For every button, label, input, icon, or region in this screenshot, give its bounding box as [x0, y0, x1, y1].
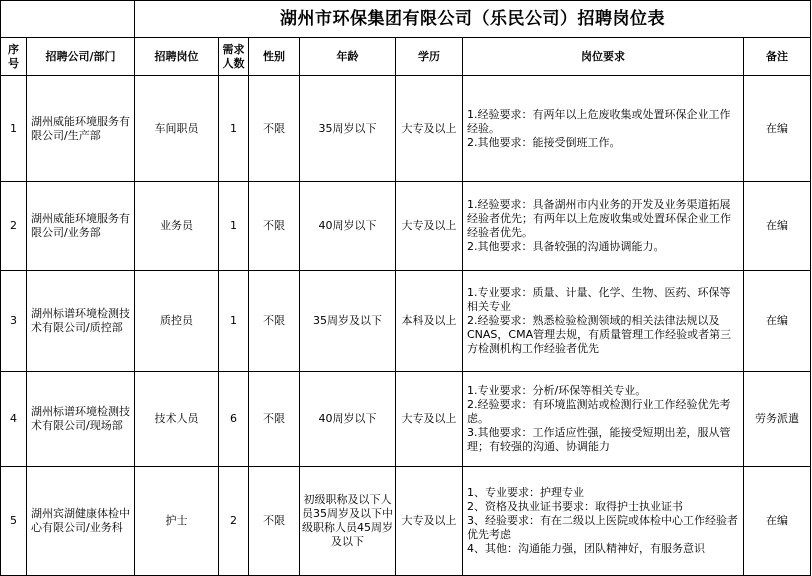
gender-cell: 不限 — [249, 467, 300, 576]
requirement-line: 2、资格及执业证书要求：取得护士执业证书 — [467, 500, 683, 513]
age-cell: 35周岁以下 — [300, 76, 396, 182]
count-cell: 1 — [219, 76, 249, 182]
education-cell: 大专及以上 — [396, 76, 463, 182]
requirements-cell — [463, 182, 744, 271]
education-cell: 大专及以上 — [396, 372, 463, 467]
requirements-cell — [463, 372, 744, 467]
gender-cell: 不限 — [249, 271, 300, 372]
table-row — [1, 76, 811, 182]
header-position: 招聘岗位 — [135, 38, 219, 76]
table-row — [1, 271, 811, 372]
header-row — [1, 38, 811, 76]
title-blank-cell — [1, 1, 135, 38]
position-cell: 质控员 — [135, 271, 219, 372]
page-title: 湖州市环保集团有限公司（乐民公司）招聘岗位表 — [135, 1, 811, 38]
seq-cell: 4 — [1, 372, 27, 467]
seq-cell: 3 — [1, 271, 27, 372]
position-cell: 护士 — [135, 467, 219, 576]
table-row — [1, 182, 811, 271]
header-education: 学历 — [396, 38, 463, 76]
requirement-line: 2.其他要求：能接受倒班工作。 — [467, 135, 621, 149]
education-cell: 大专及以上 — [396, 467, 463, 576]
count-cell: 1 — [219, 182, 249, 271]
table-row — [1, 467, 811, 576]
remark-cell: 在编 — [744, 467, 811, 576]
header-requirements: 岗位要求 — [463, 38, 744, 76]
gender-cell: 不限 — [249, 182, 300, 271]
requirement-line: 1.专业要求：质量、计量、化学、生物、医药、环保等相关专业 — [467, 286, 731, 313]
requirement-line: 3、经验要求：有在二级以上医院或体检中心工作经验者优先考虑 — [467, 514, 738, 541]
age-cell: 初级职称及以下人员35周岁及以下中级职称人员45周岁及以下 — [300, 467, 396, 576]
company-cell: 湖州宾湖健康体检中心有限公司/业务科 — [27, 467, 135, 576]
seq-cell: 1 — [1, 76, 27, 182]
seq-cell: 2 — [1, 182, 27, 271]
position-cell: 业务员 — [135, 182, 219, 271]
remark-cell: 在编 — [744, 182, 811, 271]
requirement-line: 1.经验要求：有两年以上危废收集或处置环保企业工作经验。 — [467, 107, 731, 135]
header-count: 需求人数 — [219, 38, 249, 76]
requirement-line: 1.专业要求：分析/环保等相关专业。 — [467, 384, 647, 397]
gender-cell: 不限 — [249, 372, 300, 467]
requirement-line: 1.经验要求：具备湖州市内业务的开发及业务渠道拓展经验者优先；有两年以上危废收集或处置环保企业工作经验者优先。 — [467, 198, 731, 239]
education-cell: 本科及以上 — [396, 271, 463, 372]
requirements-cell — [463, 271, 744, 372]
header-company: 招聘公司/部门 — [27, 38, 135, 76]
age-cell: 40周岁以下 — [300, 372, 396, 467]
education-cell: 大专及以上 — [396, 182, 463, 271]
company-cell: 湖州标谱环境检测技术有限公司/质控部 — [27, 271, 135, 372]
table-row — [1, 372, 811, 467]
header-remark: 备注 — [744, 38, 811, 76]
seq-cell: 5 — [1, 467, 27, 576]
requirements-cell — [463, 76, 744, 182]
requirement-line: 2.经验要求：有环境监测站或检测行业工作经验优先考虑。 — [467, 398, 731, 425]
requirement-line: 1、专业要求：护理专业 — [467, 486, 584, 499]
position-cell: 技术人员 — [135, 372, 219, 467]
count-cell: 1 — [219, 271, 249, 372]
position-cell: 车间职员 — [135, 76, 219, 182]
header-age: 年龄 — [300, 38, 396, 76]
requirements-cell — [463, 467, 744, 576]
company-cell: 湖州标谱环境检测技术有限公司/现场部 — [27, 372, 135, 467]
requirement-line: 4、其他：沟通能力强，团队精神好，有服务意识 — [467, 542, 705, 555]
requirement-line: 3.其他要求：工作适应性强，能接受短期出差，服从管理；有较强的沟通、协调能力 — [467, 426, 731, 453]
remark-cell: 在编 — [744, 76, 811, 182]
company-cell: 湖州威能环境服务有限公司/生产部 — [27, 76, 135, 182]
header-seq: 序号 — [1, 38, 27, 76]
company-cell: 湖州威能环境服务有限公司/业务部 — [27, 182, 135, 271]
count-cell: 6 — [219, 372, 249, 467]
remark-cell: 在编 — [744, 271, 811, 372]
age-cell: 35周岁及以下 — [300, 271, 396, 372]
header-gender: 性别 — [249, 38, 300, 76]
gender-cell: 不限 — [249, 76, 300, 182]
requirement-line: 2.经验要求：熟悉检验检测领域的相关法律法规以及CNAS，CMA管理去规，有质量管理工作经验或者第三方检测机构工作经验者优先 — [467, 314, 732, 355]
remark-cell: 劳务派遣 — [744, 372, 811, 467]
count-cell: 2 — [219, 467, 249, 576]
age-cell: 40周岁以下 — [300, 182, 396, 271]
requirement-line: 2.其他要求：具备较强的沟通协调能力。 — [467, 240, 665, 253]
